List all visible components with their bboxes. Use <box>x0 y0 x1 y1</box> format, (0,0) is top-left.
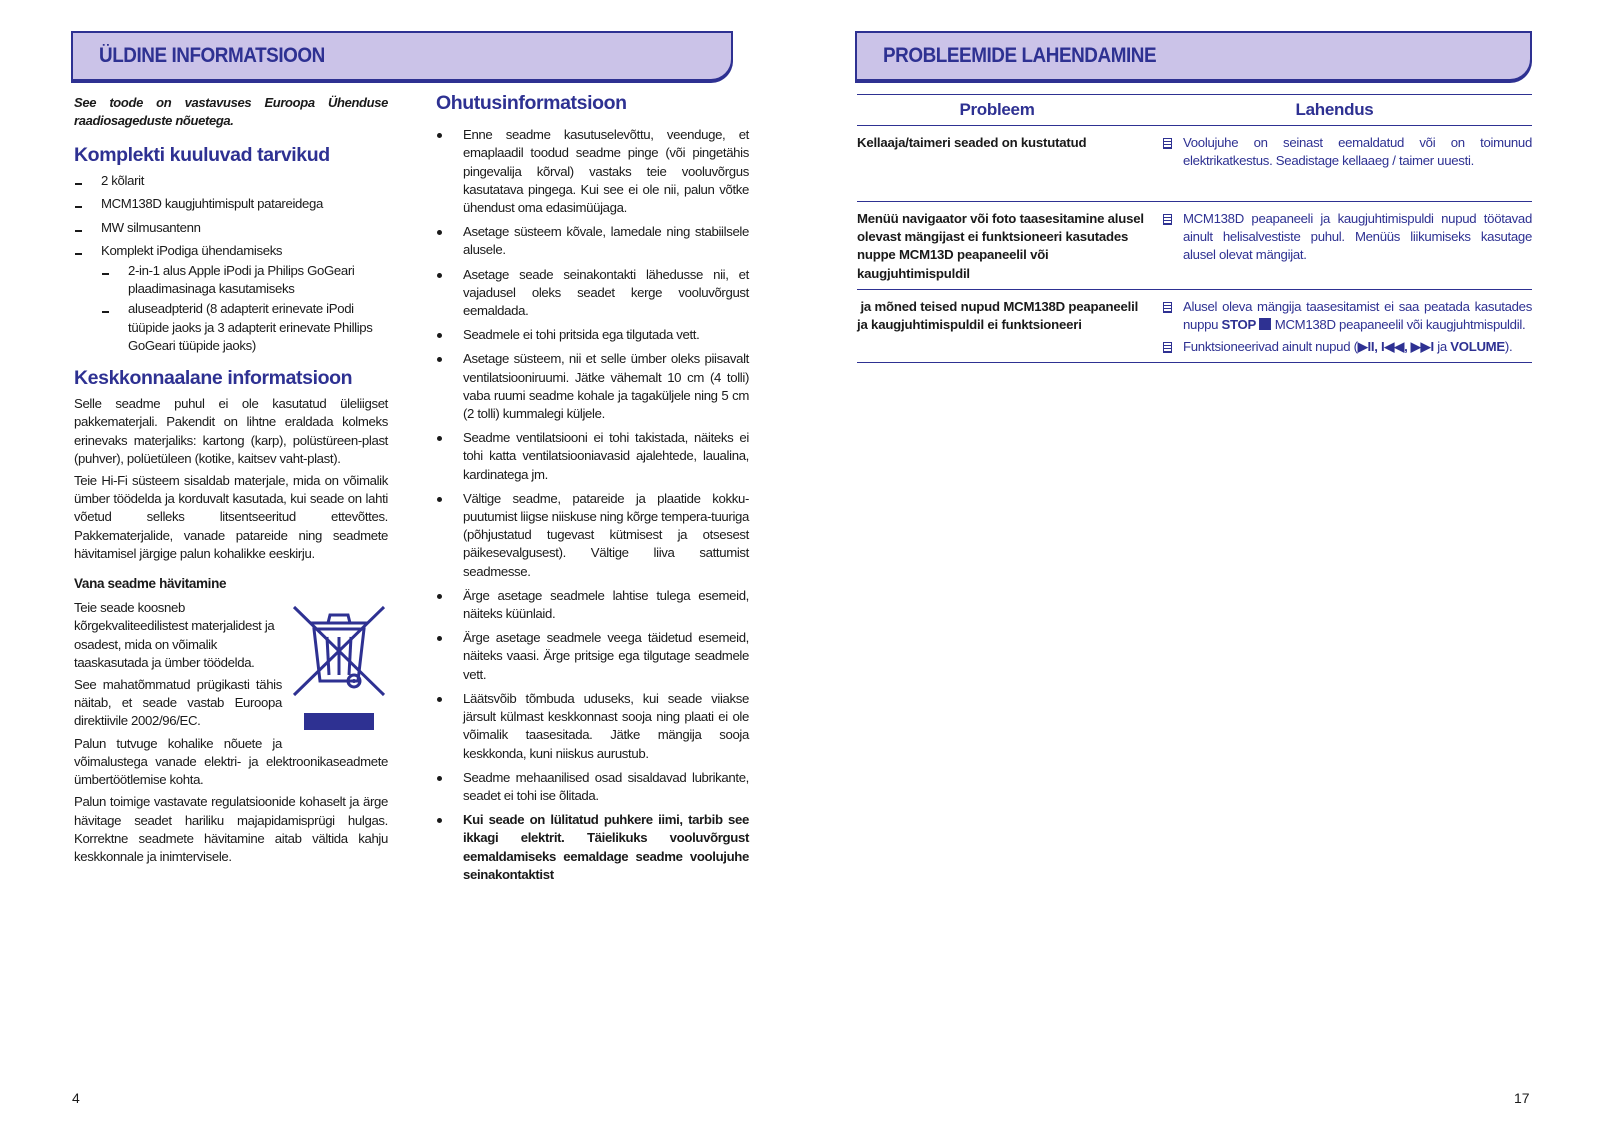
banner-title: PROBLEEMIDE LAHENDAMINE <box>883 44 1157 67</box>
list-item: Asetage süsteem, nii et selle ümber oleks piisavalt ventilatsiooniruumi. Jätke vähemalt 10 cm (4 tolli) vaba ruumi seadme kohale ja tagaküljele ning 5 cm (2 tolli) kummalegi küljele. <box>436 350 749 423</box>
disposal-paragraph: Teie seade koosneb kõrgekvaliteedilistest materjalidest ja osadest, mida on võimalik taaskasutada ja ümber töödelda. <box>74 600 275 670</box>
list-item: Asetage seade seinakontakti lähedusse nii, et vajadusel oleks seadet kerge vooluvõrgust eemaldada. <box>436 266 749 321</box>
list-item: Asetage süsteem kõvale, lamedale ning stabiilsele alusele. <box>436 223 749 259</box>
problem-cell: ja mõned teised nupud MCM138D peapaneelil ja kaugjuhtimispuldil ei funktsioneeri <box>857 298 1142 333</box>
table-row <box>857 290 1532 364</box>
list-item: Läätsvõib tõmbuda uduseks, kui seade viiakse järsult külmast keskkonnast sooja ning plaati ei ole võimalik taasesitada. Jätke mängija sooja keskkonda, kuni niiskus aurustub. <box>436 690 749 763</box>
solution-item <box>1157 338 1532 356</box>
column-header-problem: Probleem <box>959 100 1035 119</box>
list-item: 2 kõlarit <box>74 172 388 190</box>
solution-text: ). <box>1504 339 1513 355</box>
disposal-paragraph: See mahatõmmatud prügikasti tähis näitab, et seade vastab Euroopa direktiivile 2002/96/EC. <box>74 677 282 729</box>
problem-cell: Menüü navigaator või foto taasesitamine alusel olevast mängijast ei funktsioneeri kasutades nuppe MCM13D peapaneelil või kaugjuhtimispuldil <box>857 211 1144 281</box>
list-item: Ärge asetage seadmele veega täidetud esemeid, näiteks vaasi. Ärge pritsige ega tilgutage seadmele vett. <box>436 629 749 684</box>
list-item: Seadmele ei tohi pritsida ega tilgutada vett. <box>436 326 749 344</box>
safety-column <box>436 94 749 890</box>
environment-paragraph: Selle seadme puhul ei ole kasutatud üleliigset pakkematerjali. Pakendit on lihtne eraldada kolmeks erinevaks materjaliks: kartong (karp), polüstüreen-plast (puhver), polüetüleen (kotike, kaitsev vaht-plast). <box>74 396 388 466</box>
ipod-kit-sublist <box>101 262 388 355</box>
table-header <box>857 94 1532 126</box>
disposal-block <box>74 599 388 870</box>
problem-cell: Kellaaja/taimeri seaded on kustutatud <box>857 135 1087 150</box>
disposal-paragraph: Palun toimige vastavate regulatsioonide kohaselt ja ärge hävitage seadet hariliku majapidamisprügi hulgas. Korrektne seadmete hävitamine aitab vältida kahju keskkonnale ja inimtervisele. <box>74 794 388 864</box>
bullet-square-icon <box>1163 302 1172 313</box>
solution-cell <box>1157 298 1532 361</box>
solution-cell <box>1157 210 1532 283</box>
accessories-list <box>74 172 388 355</box>
volume-button-label: VOLUME <box>1450 339 1505 355</box>
playback-keys-icons: ▶II, I◀◀, ▶▶I <box>1357 339 1434 355</box>
accessories-heading: Komplekti kuuluvad tarvikud <box>74 144 330 166</box>
list-item <box>74 242 388 355</box>
safety-heading: Ohutusinformatsioon <box>436 92 627 114</box>
troubleshooting-table <box>857 94 1532 363</box>
solution-text: Funktsioneerivad ainult nupud ( <box>1183 339 1358 355</box>
list-item: Vältige seadme, patareide ja plaatide kokku-puutumist liigse niiskuse ning kõrge tempera-tuuriga (põhjustatud tugevast kütmisest ja otsesest päikesevalgusest). Vältige liiva sattumist seadmesse. <box>436 490 749 581</box>
bullet-square-icon <box>1163 214 1172 225</box>
disposal-heading: Vana seadme hävitamine <box>74 576 227 592</box>
list-item: Seadme ventilatsiooni ei tohi takistada, näiteks ei tohi katta ventilatsiooniavasid ajalehtede, laualina, kardinatega jm. <box>436 429 749 484</box>
bullet-square-icon <box>1163 342 1172 353</box>
compliance-intro: See toode on vastavuses Euroopa Ühenduse raadiosageduste nõuetega. <box>74 95 388 128</box>
safety-list <box>436 126 749 884</box>
list-item: MCM138D kaugjuhtimispult patareidega <box>74 195 388 213</box>
section-banner-troubleshooting <box>855 31 1532 81</box>
list-item-standby-warning: Kui seade on lülitatud puhkere iimi, tarbib see ikkagi elektrit. Täielikuks vooluvõrgust eemaldamiseks eemaldage seadme voolujuhe seinakontaktist <box>436 811 749 884</box>
list-item: aluseadpterid (8 adapterit erinevate iPodi tüüpide jaoks ja 3 adapterit erinevate Phillips GoGeari tüüpide jaoks) <box>101 300 388 355</box>
page-number: 4 <box>72 1090 80 1106</box>
list-item: MW silmusantenn <box>74 219 388 237</box>
crossed-out-bin-icon <box>290 599 388 736</box>
list-item: Enne seadme kasutuselevõttu, veenduge, et emaplaadil toodud seadme pinge (või pingetähis pingevalija kõrval) vastaks teie vooluvõrgus kasutatava pingega. Kui see ei ole nii, palun võtke ühendust oma edasimüüjaga. <box>436 126 749 217</box>
stop-button-label: STOP <box>1221 317 1257 333</box>
table-row <box>857 202 1532 290</box>
section-banner-general-info <box>71 31 733 81</box>
disposal-paragraph: Palun tutvuge kohalike nõuete ja võimalustega vanade elektri- ja elektroonikaseadmete ümbertöötlemise kohta. <box>74 735 388 788</box>
list-item: 2-in-1 alus Apple iPodi ja Philips GoGeari plaadimasinaga kasutamiseks <box>101 262 388 298</box>
solution-text: Voolujuhe on seinast eemaldatud või on toimunud elektrikatkestus. Seadistage kellaaeg / taimer uuesti. <box>1183 135 1532 169</box>
list-item-label: Komplekt iPodiga ühendamiseks <box>101 242 283 258</box>
solution-item <box>1157 134 1532 170</box>
solution-text: ja <box>1433 339 1451 355</box>
solution-item <box>1157 210 1532 265</box>
environment-heading: Keskkonnaalane informatsioon <box>74 367 353 390</box>
stop-icon <box>1259 318 1271 330</box>
solution-item <box>1157 298 1532 334</box>
page-number: 17 <box>1514 1090 1530 1106</box>
solution-text: MCM138D peapaneeli ja kaugjuhtimispuldi nupud töötavad ainult helisalvestiste puhul. Menüüs liikumiseks kasutage alusel olevat mängijat. <box>1183 211 1532 263</box>
solution-cell <box>1157 134 1532 195</box>
solution-text: MCM138D peapaneelil või kaugjuhtmispuldil. <box>1271 317 1526 333</box>
banner-title: ÜLDINE INFORMATSIOON <box>99 44 325 67</box>
environment-paragraph: Teie Hi-Fi süsteem sisaldab materjale, mida on võimalik ümber töödelda ja korduvalt kasutada, kui seade on lahti võetud selleks litsentseeritud ettevõttes. Pakkematerjalide, vanade patareide ning seadmete hävitamisel järgige palun kohalikke eeskirju. <box>74 473 388 561</box>
column-header-solution: Lahendus <box>1295 100 1374 119</box>
list-item: Ärge asetage seadmele lahtise tulega esemeid, näiteks küünlaid. <box>436 587 749 623</box>
list-item: Seadme mehaanilised osad sisaldavad lubrikante, seadet ei tohi ise õlitada. <box>436 769 749 805</box>
table-row <box>857 126 1532 202</box>
solution-text: Alusel oleva mängija taasesitamist ei saa peatada kasutades nuppu <box>1183 298 1532 333</box>
left-column <box>74 94 388 870</box>
bullet-square-icon <box>1163 138 1172 149</box>
